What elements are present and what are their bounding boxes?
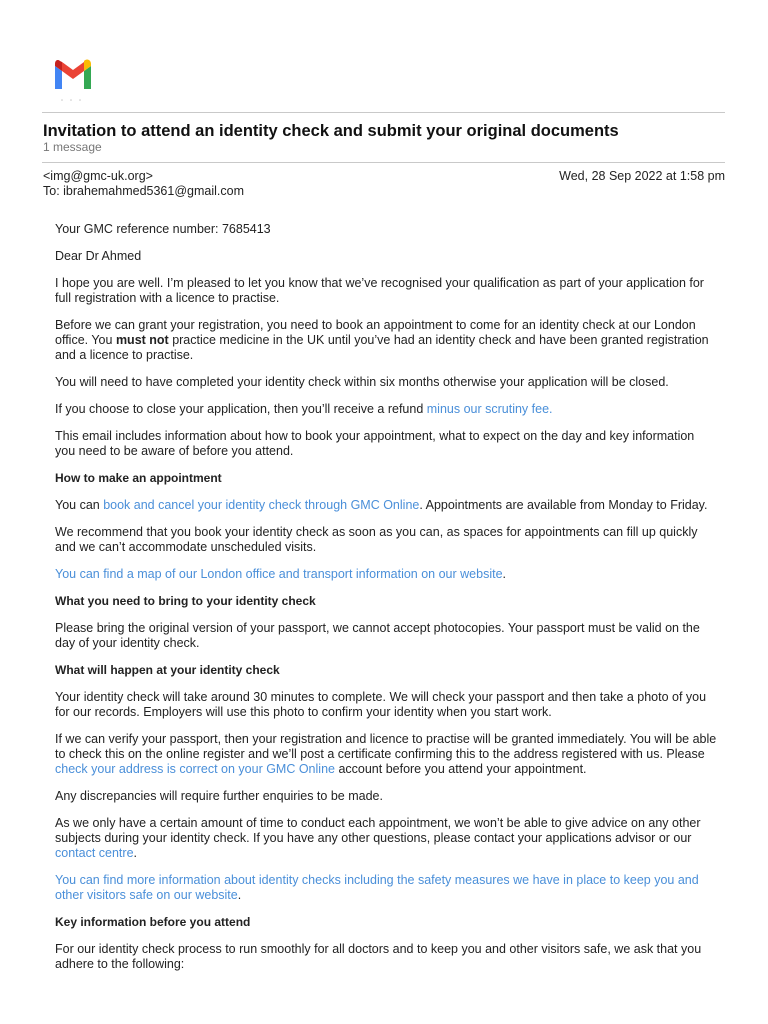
email-body — [55, 222, 717, 984]
gmail-logo-icon — [52, 58, 94, 90]
body-paragraph: You will need to have completed your identity check within six months otherwise your application will be closed. — [55, 375, 669, 389]
logo-dots-icon — [60, 98, 84, 102]
check-address-link[interactable]: check your address is correct on your GMC Online — [55, 762, 335, 776]
section-heading: What you need to bring to your identity check — [55, 594, 316, 608]
header-divider — [42, 112, 725, 113]
body-paragraph: As we only have a certain amount of time to conduct each appointment, we won’t be able to give advice on any other subjects during your identity check. If you have any other questions, please contact your applications advisor or our contact centre. — [55, 816, 701, 860]
body-paragraph: You can find more information about identity checks including the safety measures we have in place to keep you and other visitors safe on our website. — [55, 873, 699, 902]
body-paragraph: If you choose to close your application, then you’ll receive a refund minus our scrutiny fee. — [55, 402, 553, 416]
greeting: Dear Dr Ahmed — [55, 249, 142, 263]
message-date: Wed, 28 Sep 2022 at 1:58 pm — [559, 169, 725, 183]
body-paragraph: If we can verify your passport, then your registration and licence to practise will be granted immediately. You will be able to check this on the online register and we’ll post a certificate confirming this to the address registered with us. Please check your address is correct on your GMC Online account before you attend your appointment. — [55, 732, 717, 776]
email-subject: Invitation to attend an identity check and submit your original documents — [43, 122, 619, 140]
section-heading: What will happen at your identity check — [55, 663, 280, 677]
recipient-address: To: ibrahemahmed5361@gmail.com — [43, 184, 244, 198]
body-paragraph: Your identity check will take around 30 minutes to complete. We will check your passport and then take a photo of you for our records. Employers will use this photo to confirm your identity when you start work. — [55, 690, 707, 719]
scrutiny-fee-link[interactable]: minus our scrutiny fee. — [426, 402, 553, 416]
section-heading: How to make an appointment — [55, 471, 222, 485]
book-identity-check-link[interactable]: book and cancel your identity check through GMC Online — [103, 498, 420, 512]
contact-centre-link[interactable]: contact centre — [55, 846, 134, 860]
body-paragraph: Any discrepancies will require further enquiries to be made. — [55, 789, 383, 803]
section-heading: Key information before you attend — [55, 915, 251, 929]
london-office-map-link[interactable]: You can find a map of our London office and transport information on our website — [55, 567, 503, 581]
sender-address: <img@gmc-uk.org> — [43, 169, 153, 183]
identity-checks-info-link[interactable]: You can find more information about identity checks including the safety measures we have in place to keep you and other visitors safe on our website — [55, 873, 699, 902]
body-paragraph: This email includes information about how to book your appointment, what to expect on the day and key information you need to be aware of before you attend. — [55, 429, 695, 458]
body-paragraph: You can book and cancel your identity check through GMC Online. Appointments are available from Monday to Friday. — [55, 498, 708, 512]
reference-number: Your GMC reference number: 7685413 — [55, 222, 271, 236]
body-paragraph: You can find a map of our London office and transport information on our website. — [55, 567, 507, 581]
body-paragraph: I hope you are well. I’m pleased to let you know that we’ve recognised your qualification as part of your application for full registration with a licence to practise. — [55, 276, 704, 305]
message-count: 1 message — [43, 140, 102, 154]
subject-divider — [42, 162, 725, 163]
body-paragraph: Before we can grant your registration, you need to book an appointment to come for an identity check at our London office. You must not practice medicine in the UK until you’ve had an identity check and have been granted registration and a licence to practise. — [55, 318, 709, 362]
body-paragraph: For our identity check process to run smoothly for all doctors and to keep you and other visitors safe, we ask that you adhere to the following: — [55, 942, 702, 971]
body-paragraph: Please bring the original version of your passport, we cannot accept photocopies. Your passport must be valid on the day of your identity check. — [55, 621, 700, 650]
body-paragraph: We recommend that you book your identity check as soon as you can, as spaces for appointments can fill up quickly and we can’t accommodate unscheduled visits. — [55, 525, 698, 554]
emphasis-must-not: must not — [115, 333, 169, 347]
